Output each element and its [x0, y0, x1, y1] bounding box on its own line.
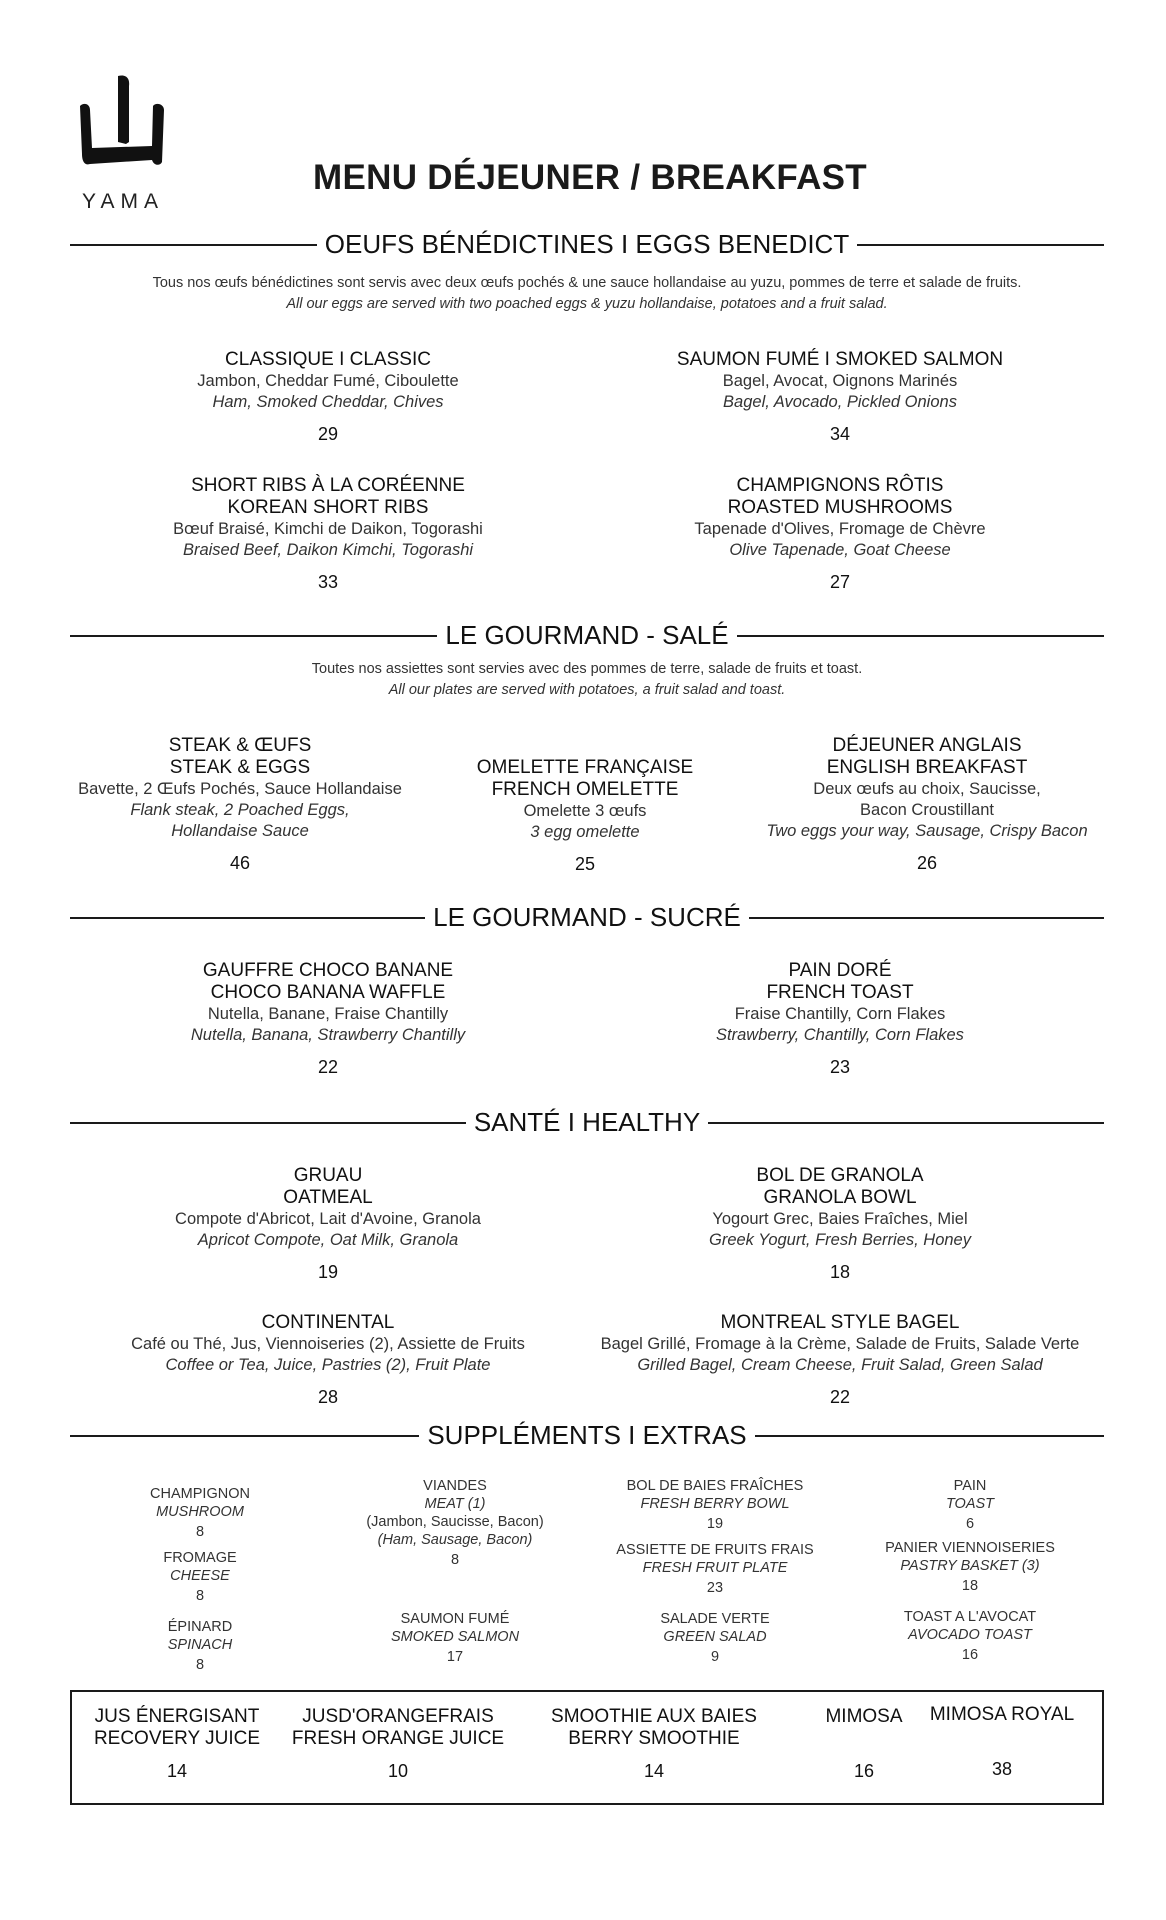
- extra-price: 8: [195, 1657, 205, 1673]
- drink-name-fr: SMOOTHIE AUX BAIES: [551, 1706, 757, 1727]
- extra-price: 8: [195, 1524, 205, 1540]
- item-price: 19: [317, 1262, 339, 1282]
- item-title-en: STEAK & EGGS: [169, 757, 311, 778]
- item-price: 25: [574, 854, 596, 874]
- divider: [70, 244, 317, 246]
- drink-price: 38: [991, 1759, 1013, 1779]
- drink-price: 10: [387, 1761, 409, 1781]
- drink-fresh-orange-juice: [278, 1706, 518, 1782]
- divider: [70, 635, 437, 637]
- item-title: CLASSIQUE I CLASSIC: [225, 349, 431, 370]
- extra-price: 8: [195, 1588, 205, 1604]
- divider: [70, 1122, 466, 1124]
- extra-name-en: AVOCADO TOAST: [908, 1627, 1032, 1643]
- extra-price: 16: [961, 1647, 979, 1663]
- extra-name-en: FRESH FRUIT PLATE: [642, 1560, 788, 1576]
- item-desc-en: Coffee or Tea, Juice, Pastries (2), Fruit Plate: [165, 1356, 491, 1374]
- drinks-box: [70, 1690, 1104, 1805]
- drink-recovery-juice: [74, 1706, 280, 1782]
- item-price: 46: [229, 853, 251, 873]
- drink-name-fr: MIMOSA ROYAL: [929, 1704, 1075, 1725]
- section-title: LE GOURMAND - SALÉ: [445, 620, 729, 650]
- menu-item-korean-short-ribs: [128, 475, 528, 593]
- item-desc-en: Apricot Compote, Oat Milk, Granola: [197, 1231, 459, 1249]
- item-desc-en: Flank steak, 2 Poached Eggs, Hollandaise Sauce: [130, 801, 350, 840]
- menu-item-roasted-mushrooms: [640, 475, 1040, 593]
- item-title: GAUFFRE CHOCO BANANE: [202, 960, 454, 981]
- note-fr: Toutes nos assiettes sont servies avec des pommes de terre, salade de fruits et toast.: [311, 661, 863, 677]
- extra-name-en: MEAT (1): [424, 1496, 486, 1512]
- item-price: 18: [829, 1262, 851, 1282]
- extra-name-en: PASTRY BASKET (3): [900, 1558, 1040, 1574]
- drink-price: 14: [166, 1761, 188, 1781]
- extra-green-salad: [590, 1610, 840, 1666]
- item-title: BOL DE GRANOLA: [756, 1165, 924, 1186]
- extra-price: 9: [710, 1649, 720, 1665]
- section-title: OEUFS BÉNÉDICTINES I EGGS BENEDICT: [324, 229, 850, 259]
- section-header-benedict: [70, 229, 1104, 260]
- divider: [70, 1435, 419, 1437]
- item-title: STEAK & ŒUFS: [168, 735, 312, 756]
- extra-name-fr: PANIER VIENNOISERIES: [885, 1540, 1055, 1556]
- menu-item-french-toast: [640, 960, 1040, 1078]
- item-desc-fr: Jambon, Cheddar Fumé, Ciboulette: [197, 372, 459, 390]
- drink-name-fr: JUSD'ORANGEFRAIS: [302, 1706, 494, 1727]
- item-desc-fr: Bœuf Braisé, Kimchi de Daikon, Togorashi: [173, 520, 483, 538]
- item-title-en: CHOCO BANANA WAFFLE: [210, 982, 446, 1003]
- menu-item-choco-banana-waffle: [128, 960, 528, 1078]
- extra-name-en: MUSHROOM: [156, 1504, 244, 1520]
- drink-name-spacer: [912, 1726, 1092, 1748]
- menu-item-oatmeal: [128, 1165, 528, 1283]
- item-desc-fr: Fraise Chantilly, Corn Flakes: [734, 1005, 946, 1023]
- divider: [70, 917, 425, 919]
- section-header-sucre: [70, 902, 1104, 933]
- drink-price: 16: [853, 1761, 875, 1781]
- extra-price: 18: [961, 1578, 979, 1594]
- extra-detail-fr: (Jambon, Saucisse, Bacon): [366, 1514, 544, 1530]
- item-desc-en: Strawberry, Chantilly, Corn Flakes: [716, 1026, 964, 1044]
- extra-spinach: [110, 1618, 290, 1674]
- yama-logo-icon: [74, 72, 172, 172]
- item-title-en: FRENCH TOAST: [766, 982, 914, 1003]
- extra-smoked-salmon: [330, 1610, 580, 1666]
- item-price: 27: [829, 572, 851, 592]
- item-desc-fr: Bagel, Avocat, Oignons Marinés: [722, 372, 958, 390]
- extra-meat: [330, 1477, 580, 1569]
- item-title-en: FRENCH OMELETTE: [491, 779, 679, 800]
- extra-price: 19: [706, 1516, 724, 1532]
- extra-name-en: SPINACH: [167, 1637, 233, 1653]
- item-title: GRUAU: [293, 1165, 363, 1186]
- menu-item-classic: [128, 349, 528, 445]
- menu-item-french-omelette: [420, 757, 750, 875]
- item-desc-en: Braised Beef, Daikon Kimchi, Togorashi: [182, 541, 474, 559]
- item-price: 23: [829, 1057, 851, 1077]
- section-header-extras: [70, 1420, 1104, 1451]
- extra-name-fr: PAIN: [953, 1478, 987, 1494]
- drink-name-en: BERRY SMOOTHIE: [568, 1728, 740, 1749]
- extra-name-fr: SALADE VERTE: [660, 1611, 770, 1627]
- item-title: SAUMON FUMÉ I SMOKED SALMON: [676, 349, 1004, 370]
- menu-item-english-breakfast: [750, 735, 1104, 874]
- section-header-sale: [70, 620, 1104, 651]
- item-desc-fr: Bagel Grillé, Fromage à la Crème, Salade de Fruits, Salade Verte: [600, 1335, 1080, 1353]
- item-desc-en: 3 egg omelette: [530, 823, 640, 841]
- menu-item-granola-bowl: [640, 1165, 1040, 1283]
- item-desc-fr: Café ou Thé, Jus, Viennoiseries (2), Assiette de Fruits: [131, 1335, 525, 1353]
- extra-name-fr: ASSIETTE DE FRUITS FRAIS: [616, 1542, 814, 1558]
- item-desc-en: Ham, Smoked Cheddar, Chives: [212, 393, 444, 411]
- item-desc-fr: Omelette 3 œufs: [523, 802, 647, 820]
- item-desc-fr: Bavette, 2 Œufs Pochés, Sauce Hollandaise: [78, 780, 402, 798]
- extra-fresh-berry-bowl: [590, 1477, 840, 1533]
- divider: [737, 635, 1104, 637]
- item-price: 34: [829, 424, 851, 444]
- item-desc-en: Bagel, Avocado, Pickled Onions: [723, 393, 957, 411]
- drink-berry-smoothie: [534, 1706, 774, 1782]
- extra-name-fr: FROMAGE: [163, 1550, 237, 1566]
- extra-price: 17: [446, 1649, 464, 1665]
- item-desc-fr: Tapenade d'Olives, Fromage de Chèvre: [694, 520, 986, 538]
- menu-item-montreal-bagel: [570, 1312, 1110, 1408]
- item-desc-fr: Yogourt Grec, Baies Fraîches, Miel: [712, 1210, 968, 1228]
- section-title: SUPPLÉMENTS I EXTRAS: [427, 1420, 747, 1450]
- extra-name-en: FRESH BERRY BOWL: [640, 1496, 790, 1512]
- menu-item-steak-eggs: [60, 735, 420, 874]
- extra-avocado-toast: [850, 1608, 1090, 1664]
- extra-pastry-basket: [850, 1539, 1090, 1595]
- extra-detail-en: (Ham, Sausage, Bacon): [377, 1532, 533, 1548]
- extra-price: 23: [706, 1580, 724, 1596]
- extra-name-en: SMOKED SALMON: [390, 1629, 520, 1645]
- item-title-en: ROASTED MUSHROOMS: [727, 497, 953, 518]
- extra-name-en: GREEN SALAD: [663, 1629, 767, 1645]
- extra-name-en: TOAST: [945, 1496, 995, 1512]
- section-note-benedict: [70, 273, 1104, 315]
- extra-name-fr: SAUMON FUMÉ: [400, 1611, 510, 1627]
- divider: [857, 244, 1104, 246]
- page-title: MENU DÉJEUNER / BREAKFAST: [313, 158, 867, 197]
- item-title: PAIN DORÉ: [788, 960, 892, 981]
- extra-toast: [850, 1477, 1090, 1533]
- section-note-sale: [70, 659, 1104, 701]
- divider: [708, 1122, 1104, 1124]
- note-en: All our eggs are served with two poached eggs & yuzu hollandaise, potatoes and a fruit salad.: [286, 296, 888, 312]
- item-title-en: ENGLISH BREAKFAST: [826, 757, 1028, 778]
- item-desc-en: Olive Tapenade, Goat Cheese: [729, 541, 951, 559]
- extra-name-en: CHEESE: [170, 1568, 230, 1584]
- extra-mushroom: [110, 1485, 290, 1541]
- drink-price: 14: [643, 1761, 665, 1781]
- drink-name-en: RECOVERY JUICE: [93, 1728, 261, 1749]
- item-price: 26: [916, 853, 938, 873]
- drink-name-fr: JUS ÉNERGISANT: [94, 1706, 260, 1727]
- extra-name-fr: BOL DE BAIES FRAÎCHES: [626, 1478, 804, 1494]
- item-title: SHORT RIBS À LA CORÉENNE: [191, 475, 465, 496]
- drink-mimosa-royal: [912, 1704, 1092, 1780]
- item-title: CONTINENTAL: [261, 1312, 395, 1333]
- item-desc-fr: Deux œufs au choix, Saucisse, Bacon Croustillant: [813, 780, 1041, 819]
- item-title: MONTREAL STYLE BAGEL: [720, 1312, 960, 1333]
- item-price: 29: [317, 424, 339, 444]
- menu-item-continental: [100, 1312, 556, 1408]
- extra-name-fr: VIANDES: [423, 1478, 487, 1494]
- item-title: DÉJEUNER ANGLAIS: [832, 735, 1022, 756]
- extra-price: 6: [965, 1516, 975, 1532]
- extra-price: 8: [450, 1552, 460, 1568]
- note-fr: Tous nos œufs bénédictines sont servis avec deux œufs pochés & une sauce hollandaise au yuzu, pommes de terre et salade de fruits.: [152, 275, 1022, 291]
- item-title: CHAMPIGNONS RÔTIS: [736, 475, 944, 496]
- section-header-healthy: [70, 1107, 1104, 1138]
- menu-item-smoked-salmon: [640, 349, 1040, 445]
- extra-name-fr: ÉPINARD: [167, 1619, 233, 1635]
- item-desc-fr: Nutella, Banane, Fraise Chantilly: [207, 1005, 449, 1023]
- item-price: 33: [317, 572, 339, 592]
- item-title-en: GRANOLA BOWL: [763, 1187, 917, 1208]
- item-desc-en: Grilled Bagel, Cream Cheese, Fruit Salad, Green Salad: [637, 1356, 1043, 1374]
- item-desc-en: Nutella, Banana, Strawberry Chantilly: [190, 1026, 466, 1044]
- drink-name-en: FRESH ORANGE JUICE: [291, 1728, 505, 1749]
- section-title: LE GOURMAND - SUCRÉ: [433, 902, 741, 932]
- item-price: 22: [829, 1387, 851, 1407]
- item-desc-fr: Compote d'Abricot, Lait d'Avoine, Granola: [175, 1210, 481, 1228]
- drink-name-fr: MIMOSA: [825, 1706, 903, 1727]
- item-desc-en: Two eggs your way, Sausage, Crispy Bacon: [766, 822, 1088, 840]
- item-desc-en: Greek Yogurt, Fresh Berries, Honey: [709, 1231, 971, 1249]
- logo-wordmark: YAMA: [82, 190, 164, 213]
- extra-name-fr: CHAMPIGNON: [150, 1486, 250, 1502]
- section-title: SANTÉ I HEALTHY: [473, 1107, 701, 1137]
- extra-cheese: [110, 1549, 290, 1605]
- note-en: All our plates are served with potatoes, a fruit salad and toast.: [388, 682, 786, 698]
- item-price: 28: [317, 1387, 339, 1407]
- divider: [755, 1435, 1104, 1437]
- item-price: 22: [317, 1057, 339, 1077]
- extra-name-fr: TOAST A L'AVOCAT: [903, 1609, 1037, 1625]
- item-title-en: OATMEAL: [283, 1187, 373, 1208]
- item-title: OMELETTE FRANÇAISE: [476, 757, 694, 778]
- item-title-en: KOREAN SHORT RIBS: [227, 497, 429, 518]
- extra-fresh-fruit-plate: [590, 1541, 840, 1597]
- divider: [749, 917, 1104, 919]
